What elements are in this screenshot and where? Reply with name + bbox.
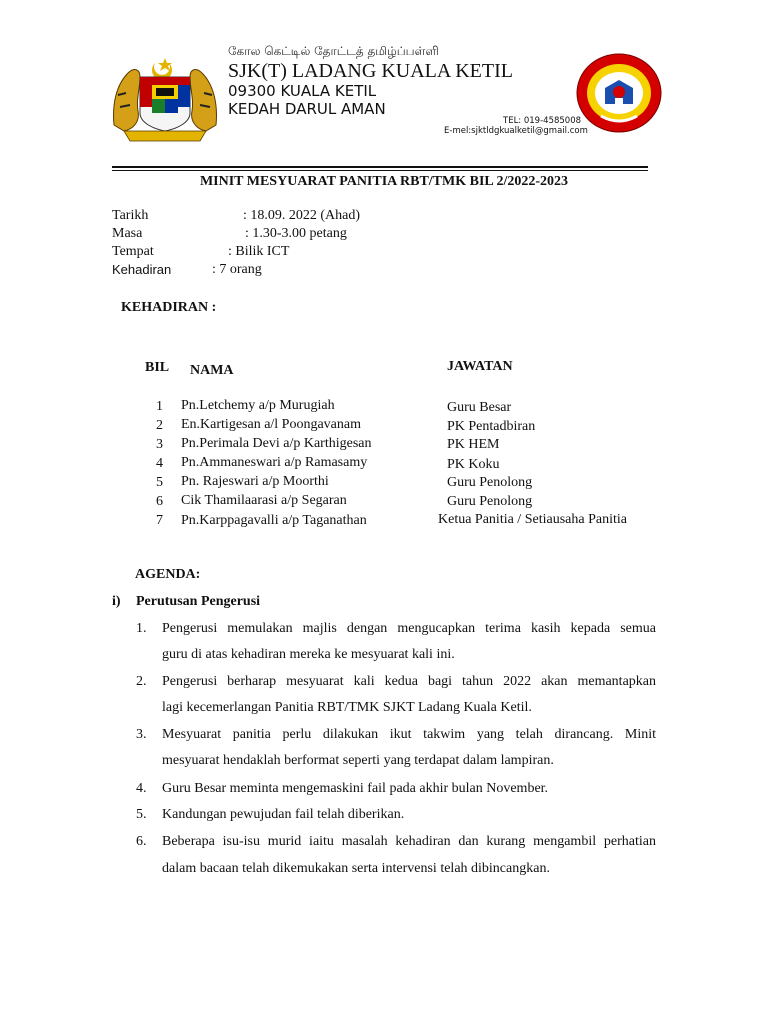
row-jawatan: Ketua Panitia / Setiausaha Panitia [438,512,627,527]
column-header-nama: NAMA [190,363,234,378]
row-nama: Pn.Karppagavalli a/p Taganathan [181,513,367,528]
row-nama: Cik Thamilaarasi a/p Segaran [181,493,347,508]
item-number: 4. [136,781,147,796]
kehadiran-heading: KEHADIRAN : [121,300,217,315]
row-nama: Pn.Letchemy a/p Murugiah [181,398,335,413]
row-bil: 4 [156,456,163,471]
address-line-1: 09300 KUALA KETIL [228,82,377,100]
item-text-line1: Guru Besar meminta mengemaskini fail pada akhir bulan November. [162,781,549,796]
row-nama: En.Kartigesan a/l Poongavanam [181,417,362,432]
column-header-jawatan: JAWATAN [447,359,513,374]
masa-label: Masa [112,226,143,241]
letterhead-divider-thin [112,170,648,171]
item-number: 2. [136,674,147,689]
row-jawatan: PK HEM [447,437,500,452]
row-nama: Pn.Perimala Devi a/p Karthigesan [181,436,372,451]
letterhead-divider-thick [112,166,648,168]
row-bil: 2 [156,418,163,433]
row-bil: 6 [156,494,163,509]
item-number: 5. [136,807,147,822]
section-title: Perutusan Pengerusi [136,594,261,609]
item-text-line2: guru di atas kehadiran mereka ke mesyuarat kali ini. [162,647,455,662]
item-text-line2: mesyuarat hendaklah berformat seperti yang terdapat dalam lampiran. [162,753,554,768]
malaysia-coat-of-arms-logo [110,55,220,143]
school-email: E-mel:sjktldgkualketil@gmail.com [444,126,588,136]
item-number: 1. [136,621,147,636]
row-nama: Pn.Ammaneswari a/p Ramasamy [181,455,368,470]
tempat-label: Tempat [112,244,154,259]
section-marker: i) [112,594,121,609]
row-bil: 3 [156,437,163,452]
school-tamil-name: கோல கெட்டில் தோட்டத் தமிழ்ப்பள்ளி [228,44,439,58]
tempat-value: : Bilik ICT [228,244,290,259]
school-name: SJK(T) LADANG KUALA KETIL [228,60,513,82]
item-number: 6. [136,834,147,849]
item-text-line1: Pengerusi memulakan majlis dengan mengucapkan terima kasih kepada semua [162,621,656,636]
item-text-line2: lagi kecemerlangan Panitia RBT/TMK SJKT Ladang Kuala Ketil. [162,700,532,715]
item-text-line1: Mesyuarat panitia perlu dilakukan ikut takwim yang telah dirancang. Minit [162,727,656,742]
school-telephone: TEL: 019-4585008 [503,116,582,126]
address-line-2: KEDAH DARUL AMAN [228,100,386,118]
row-jawatan: Guru Besar [447,400,512,415]
kehadiran-label: Kehadiran [112,262,172,277]
row-jawatan: PK Koku [447,457,500,472]
kehadiran-value: : 7 orang [212,262,262,277]
tarikh-label: Tarikh [112,208,149,223]
item-text-line2: dalam bacaan telah dikemukakan serta intervensi telah dibincangkan. [162,861,550,876]
school-emblem-logo [575,52,663,134]
masa-value: : 1.30-3.00 petang [245,226,347,241]
row-bil: 7 [156,513,163,528]
item-text-line1: Beberapa isu-isu murid iaitu masalah kehadiran dan kurang mengambil perhatian [162,834,656,849]
column-header-bil: BIL [145,360,170,375]
item-text-line1: Kandungan pewujudan fail telah diberikan. [162,807,405,822]
agenda-heading: AGENDA: [135,567,201,582]
row-jawatan: Guru Penolong [447,494,533,509]
item-text-line1: Pengerusi berharap mesyuarat kali kedua bagi tahun 2022 akan memantapkan [162,674,656,689]
row-nama: Pn. Rajeswari a/p Moorthi [181,474,329,489]
tarikh-value: : 18.09. 2022 (Ahad) [243,208,361,223]
row-jawatan: PK Pentadbiran [447,419,536,434]
row-bil: 5 [156,475,163,490]
row-jawatan: Guru Penolong [447,475,533,490]
document-title: MINIT MESYUARAT PANITIA RBT/TMK BIL 2/2022-2023 [199,174,569,189]
row-bil: 1 [156,399,163,414]
item-number: 3. [136,727,147,742]
